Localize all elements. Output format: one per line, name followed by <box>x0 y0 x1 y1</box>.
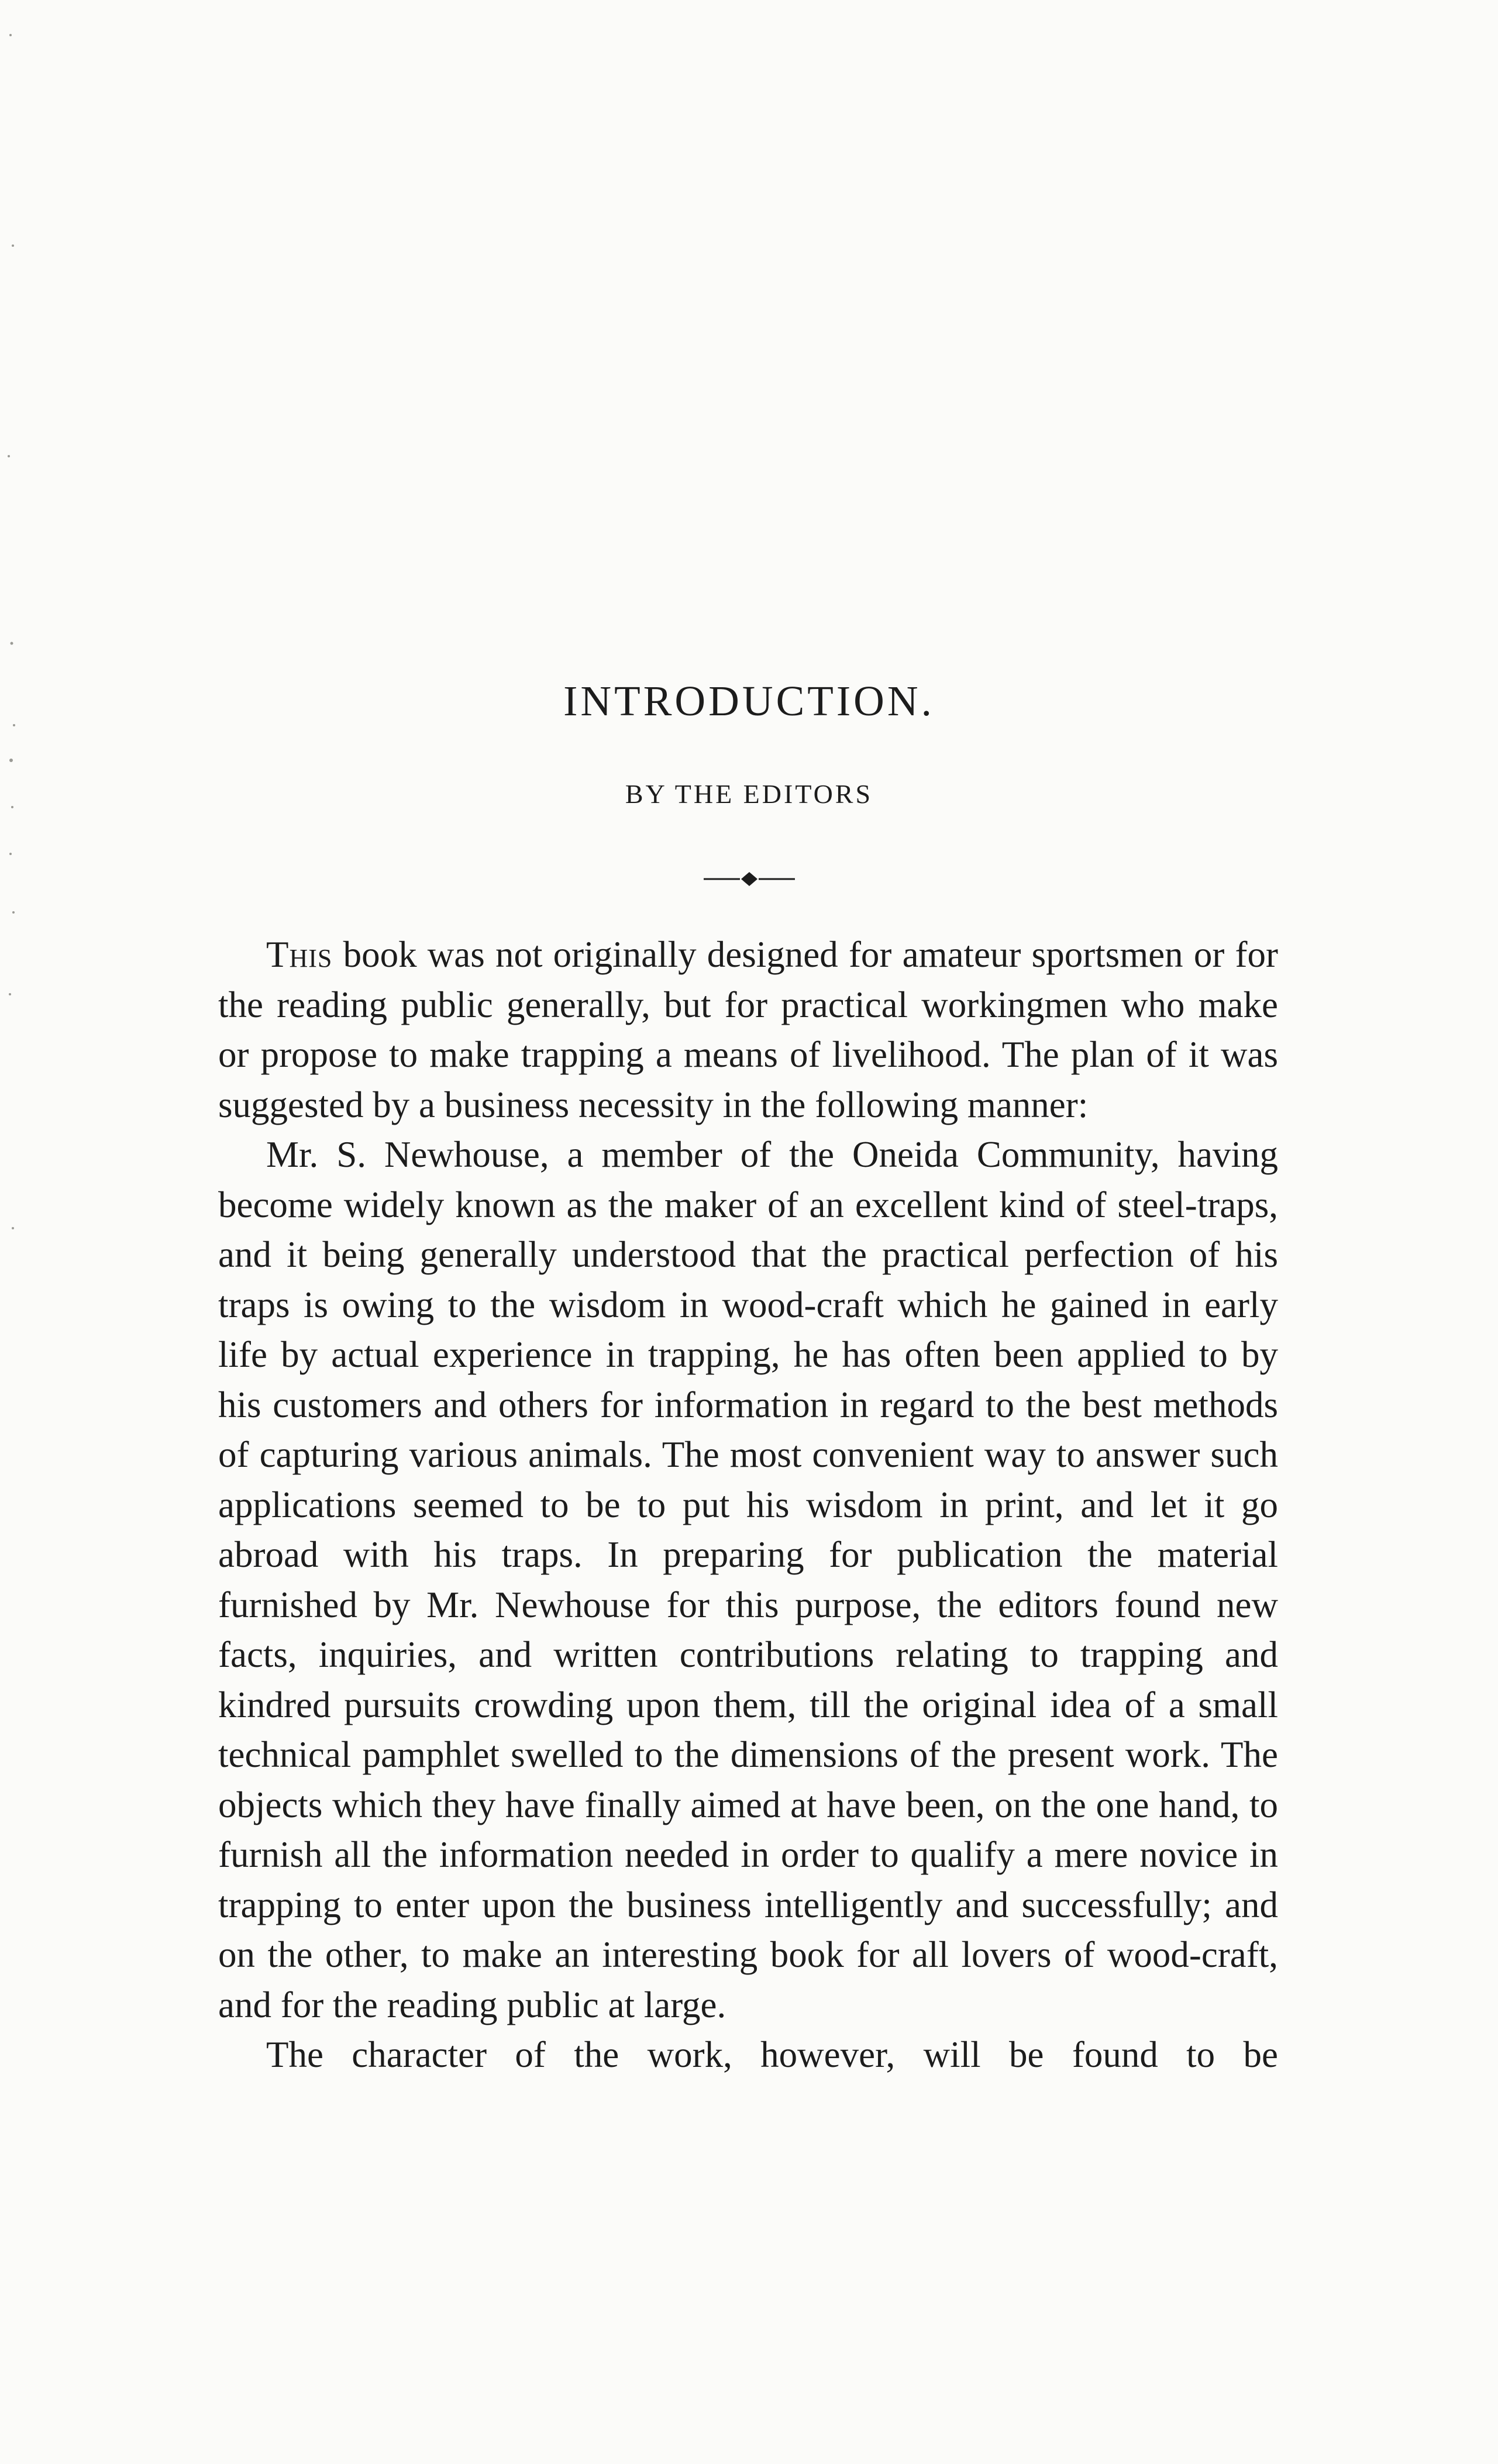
paragraph-1 <box>218 930 1278 1130</box>
body-text <box>218 930 1278 2080</box>
paragraph-2: Mr. S. Newhouse, a member of the Oneida Community, having become widely known as the maker of an excellent kind of steel-traps, and it being generally understood that the practical perfection of his traps is owing to the wisdom in wood-craft which he gained in early life by actual experience in trapping, he has often been applied to by his customers and others for information in regard to the best methods of capturing various animals. The most convenient way to answer such applications seemed to be to put his wisdom in print, and let it go abroad with his traps. In preparing for publication the material furnished by Mr. Newhouse for this purpose, the editors found new facts, inquiries, and written contributions relating to trapping and kindred pursuits crowding upon them, till the original idea of a small technical pamphlet swelled to the dimensions of the present work. The objects which they have finally aimed at have been, on the one hand, to furnish all the information needed in order to qualify a mere novice in trapping to enter upon the business intelligently and successfully; and on the other, to make an interesting book for all lovers of wood-craft, and for the reading public at large. <box>218 1134 1278 2025</box>
margin-speckle-decoration <box>0 0 23 2464</box>
paragraph-initial-word: This <box>266 934 333 975</box>
paragraph-3: The character of the work, however, will be found to be <box>266 2034 1278 2075</box>
paragraph-1-text: book was not originally designed for amateur sportsmen or for the reading public generally, but for practical workingmen who make or propose to make trapping a means of livelihood. The plan of it was suggested by a business necessity in the following manner: <box>218 934 1278 1125</box>
chapter-title: INTRODUCTION. <box>563 677 935 725</box>
chapter-byline: BY THE EDITORS <box>625 779 873 809</box>
divider-ornament-icon <box>702 870 796 888</box>
